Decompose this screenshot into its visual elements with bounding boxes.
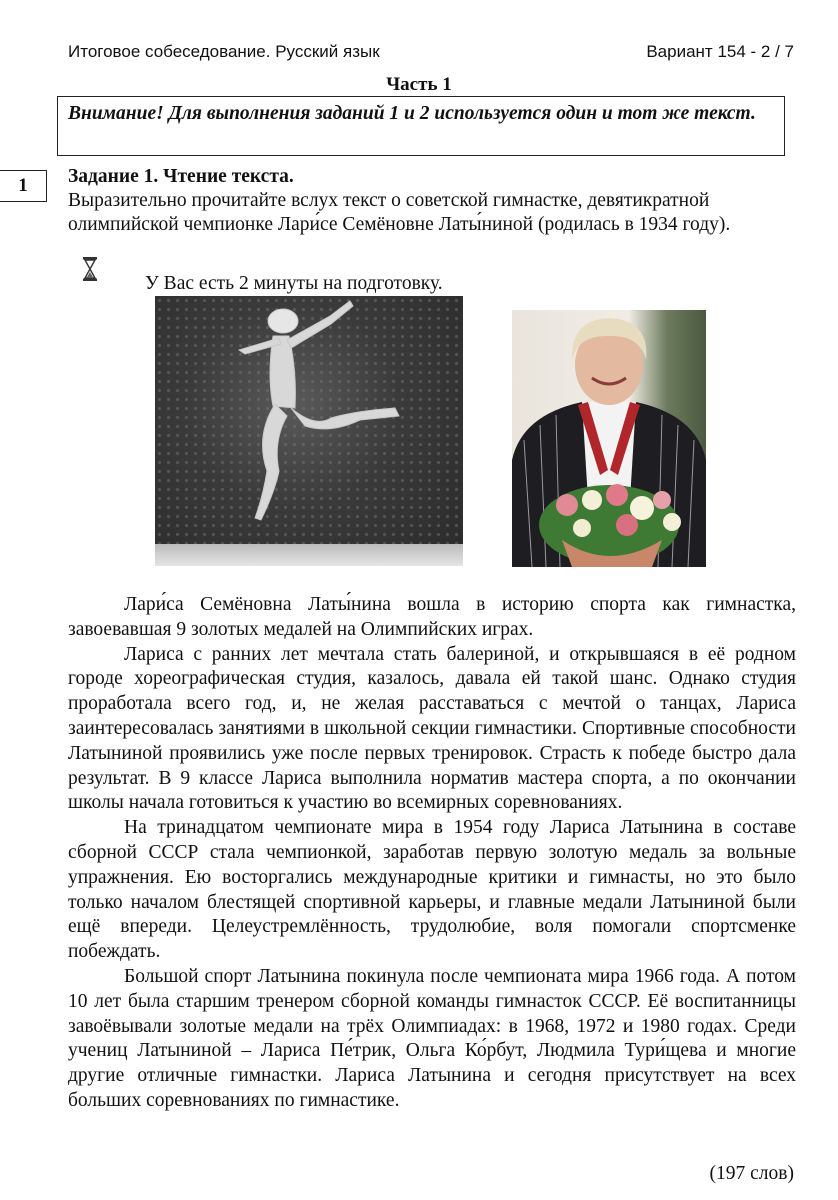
text-paragraph: На тринадцатом чемпионате мира в 1954 году Лариса Латынина в составе сборной СССР стала чемпионкой, заработав первую золотую медаль за вольные упражнения. Ею восторгались международные критики и гимнасты, но это было только началом блестящей спортивной карьеры, и главные медали Латыниной были ещё впереди. Целеустремлённость, трудолюбие, воля помогали спортсменке побеждать. [68,817,796,963]
latynina-portrait-photo [512,310,706,567]
hourglass-icon [82,256,98,282]
gymnast-jump-photo [155,296,463,566]
task-title: Задание 1. Чтение текста. [68,166,294,187]
preparation-time-note: У Вас есть 2 минуты на подготовку. [145,273,443,294]
task-description: Выразительно прочитайте вслух текст о советской гимнастке, девятикратной олимпийской чемпионке Лари́се Семёновне Латы́ниной (родилась в 1934 году). [68,190,731,235]
part-title: Часть 1 [386,74,452,95]
task-number-box: 1 [0,170,47,202]
word-count: (197 слов) [709,1163,794,1184]
text-paragraph: Лари́са Семёновна Латы́нина вошла в историю спорта как гимнастка, завоевавшая 9 золотых медалей на Олимпийских играх. [68,594,796,640]
text-paragraph: Лариса с ранних лет мечтала стать балериной, и открывшаяся в её родном городе хореографическая студия, казалось, давала ей такой шанс. Однако студия проработала всего год, и, не желая расставаться с мечтой о танцах, Лариса заинтересовалась занятиями в школьной секции гимнастики. Спортивные способности Латыниной проявились уже после первых тренировок. Страсть к победе быстро дала результат. В 9 классе Лариса выполнила норматив мастера спорта, а по окончании школы начала готовиться к участию во всемирных соревнованиях. [68,643,796,814]
header-subject: Итоговое собеседование. Русский язык [68,42,380,61]
reading-text [68,593,796,1114]
attention-box: Внимание! Для выполнения заданий 1 и 2 используется один и тот же текст. [57,96,785,156]
text-paragraph: Большой спорт Латынина покинула после чемпионата мира 1966 года. А потом 10 лет была старшим тренером сборной команды гимнасток СССР. Её воспитанницы завоёвывали золотые медали на трёх Олимпиадах: в 1968, 1972 и 1980 годах. Среди учениц Латыниной – Лариса Пе́трик, Ольга Ко́рбут, Людмила Тури́щева и многие другие отличные гимнастки. Лариса Латынина и сегодня присутствует на всех больших соревнованиях по гимнастике. [68,965,796,1111]
header-variant-page: Вариант 154 - 2 / 7 [646,42,794,61]
